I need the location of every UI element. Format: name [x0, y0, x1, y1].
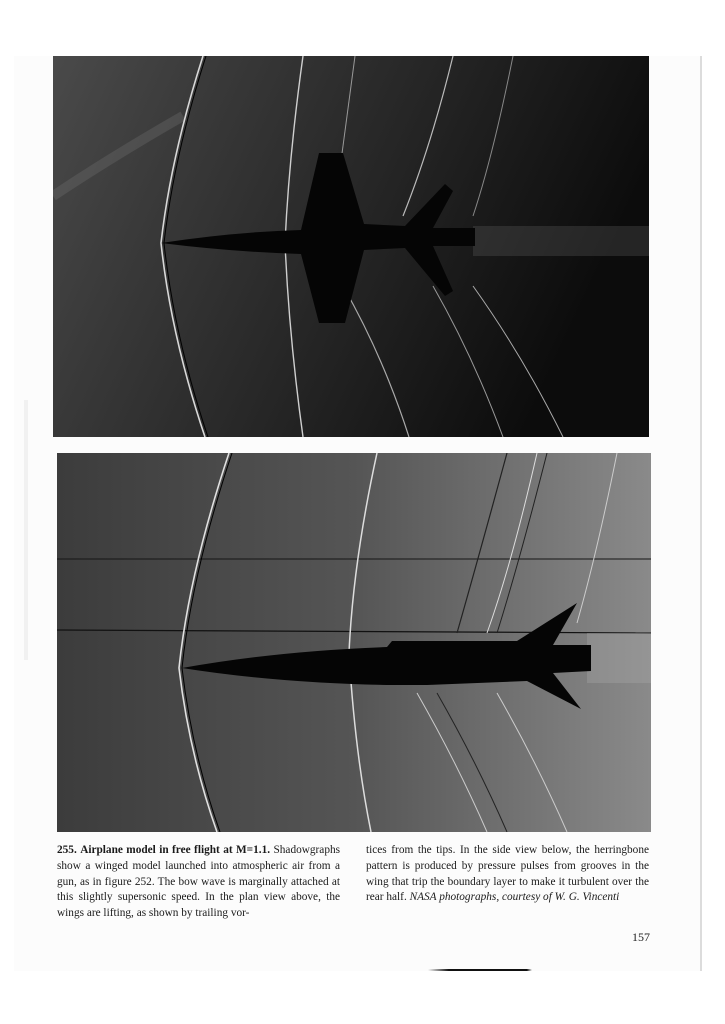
figure-title: Airplane model in free flight at M=1.1.: [80, 844, 271, 856]
caption-text: Shadowgraphs show a winged model launched into atmospheric air from a gun, as in figure 252. The bow wave is marginally attached at this slightly supersonic speed. In the plan view above, the wings are lifting, as shown by trailing vor-: [57, 844, 341, 920]
photo-credit: NASA photographs, courtesy of W. G. Vincenti: [409, 891, 620, 904]
figure-number: 255.: [57, 844, 77, 856]
figure-caption-left-column: [57, 843, 340, 922]
shadowgraph-side-view-photo: [57, 453, 651, 832]
figure-caption-right-column: [366, 843, 649, 906]
page-edge: [700, 56, 702, 971]
shadowgraph-plan-view-photo: [53, 56, 649, 437]
scan-artifact-rule: [428, 969, 532, 971]
page-edge: [24, 400, 28, 660]
caption-text: tices from the tips. In the side view below, the herringbone pattern is produced by pressure pulses from grooves in the wing that trip the boundary layer to make it turbulent over the rear half.: [366, 844, 649, 904]
page-number: 157: [632, 930, 650, 944]
